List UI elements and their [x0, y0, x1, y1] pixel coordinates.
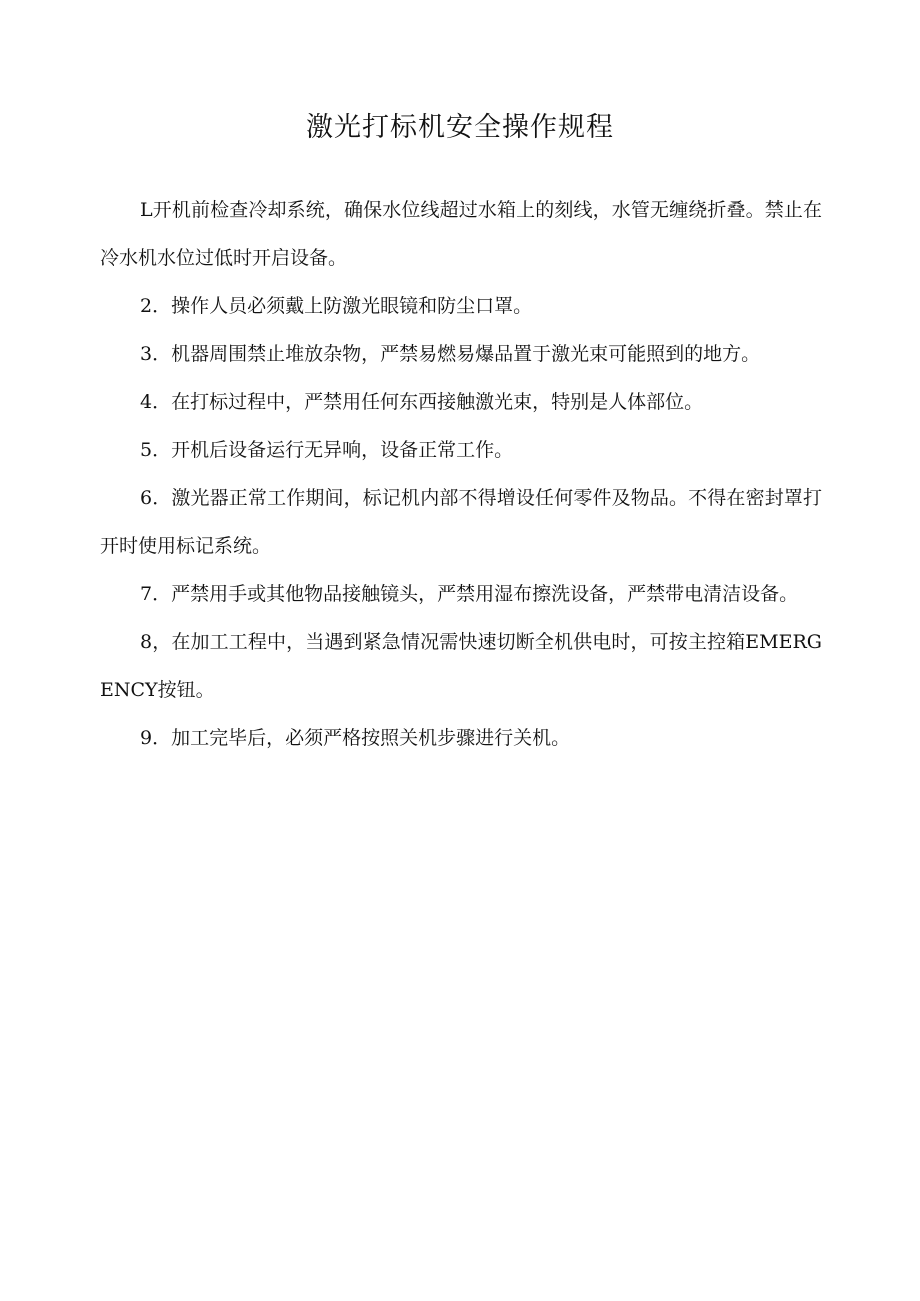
paragraph-9: 9．加工完毕后，必须严格按照关机步骤进行关机。: [140, 727, 571, 749]
paragraph-4: 4．在打标过程中，严禁用任何东西接触激光束，特别是人体部位。: [140, 391, 704, 413]
paragraph-8: 8，在加工工程中，当遇到紧急情况需快速切断全机供电时，可按主控箱EMERGENCY按钮。: [100, 631, 822, 701]
paragraph-5: 5．开机后设备运行无异响，设备正常工作。: [140, 439, 514, 461]
document-title: 激光打标机安全操作规程: [306, 112, 614, 143]
paragraph-7: 7．严禁用手或其他物品接触镜头，严禁用湿布擦洗设备，严禁带电清洁设备。: [140, 583, 799, 605]
paragraph-6: 6．激光器正常工作期间，标记机内部不得增设任何零件及物品。不得在密封罩打开时使用标记系统。: [100, 487, 822, 557]
paragraph-2: 2．操作人员必须戴上防激光眼镜和防尘口罩。: [140, 295, 533, 317]
paragraph-1: L开机前检查冷却系统，确保水位线超过水箱上的刻线，水管无缠绕折叠。禁止在冷水机水位过低时开启设备。: [100, 199, 822, 269]
document-body: [100, 186, 822, 762]
paragraph-3: 3．机器周围禁止堆放杂物，严禁易燃易爆品置于激光束可能照到的地方。: [140, 343, 761, 365]
